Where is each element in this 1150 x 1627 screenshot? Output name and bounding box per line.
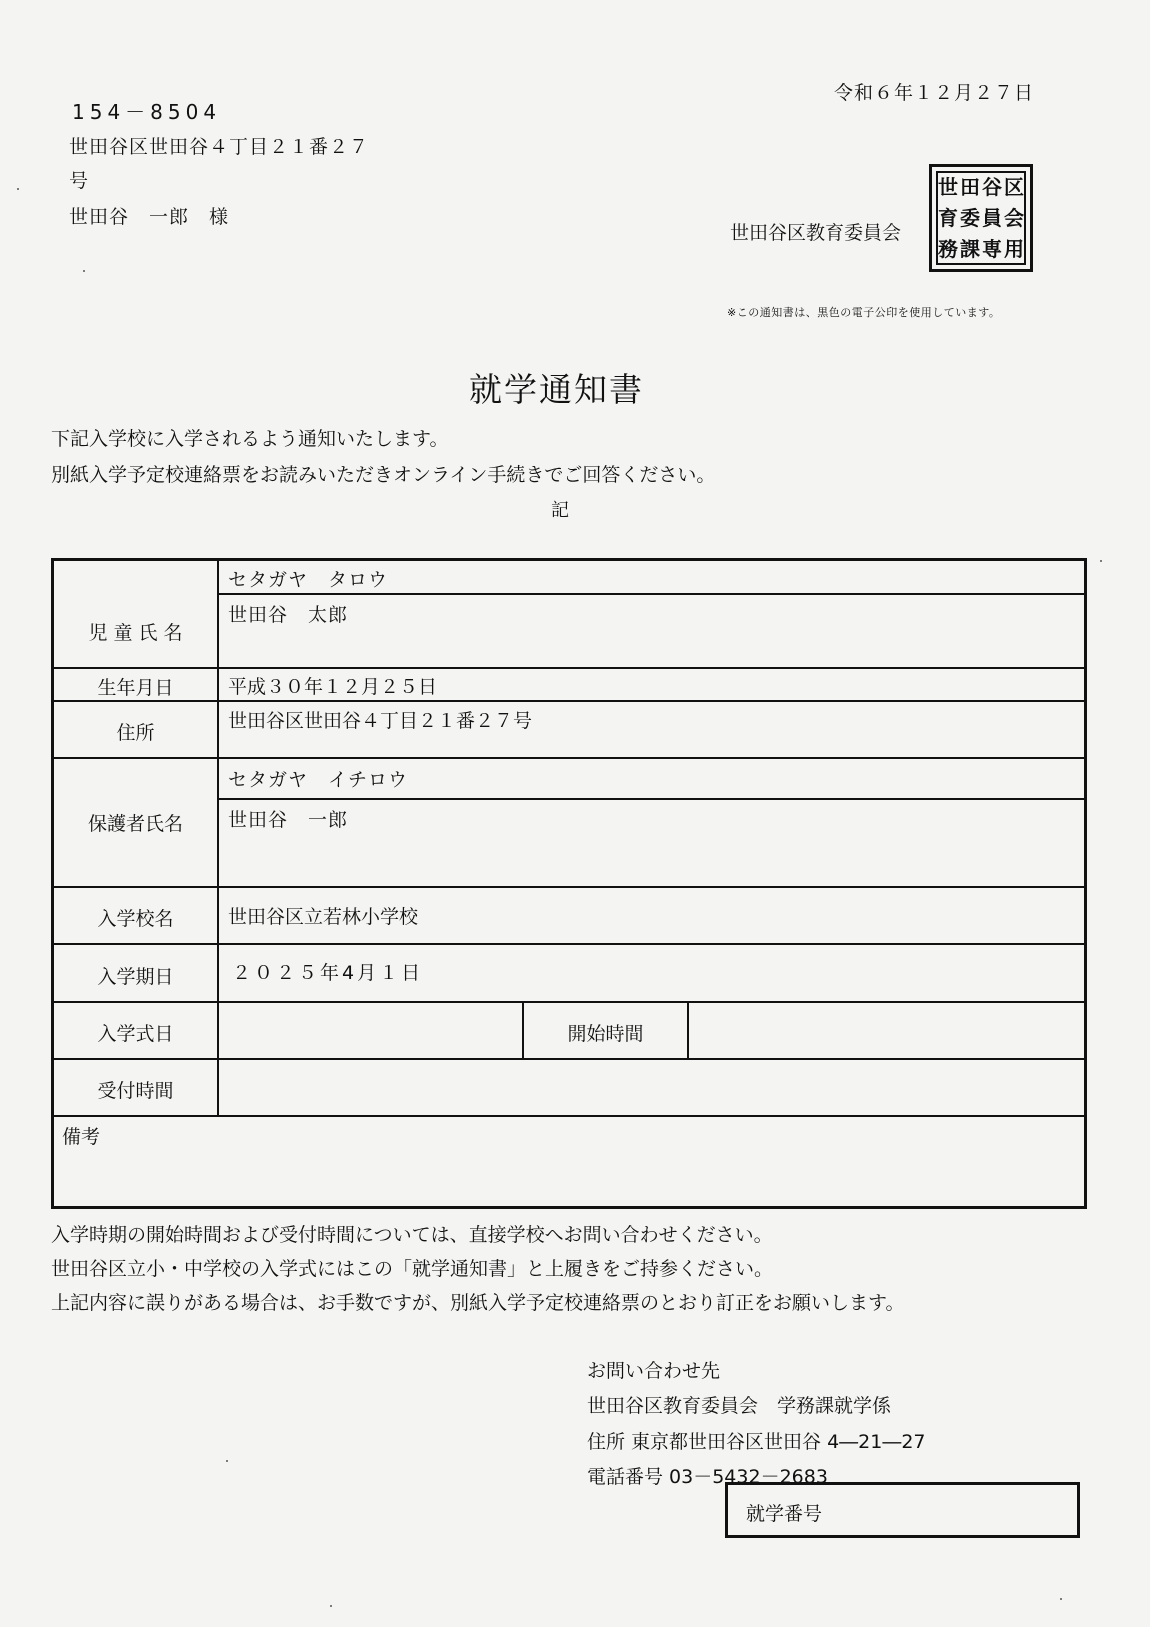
scan-speck	[330, 1605, 332, 1607]
recipient-name: 世田谷 一郎 様	[69, 206, 230, 228]
contact-department: 世田谷区教育委員会 学務課就学係	[587, 1395, 892, 1417]
note-line-2: 世田谷区立小・中学校の入学式にはこの「就学通知書」と上履きをご持参ください。	[51, 1258, 774, 1280]
official-seal: 区 会 用 谷 員 専 田 委 課 世 育 務	[929, 164, 1033, 272]
intro-line-2: 別紙入学予定校連絡票をお読みいただきオンライン手続きでご回答ください。	[51, 464, 716, 486]
contact-heading: お問い合わせ先	[587, 1360, 721, 1382]
scan-speck	[83, 270, 85, 272]
postal-code: 154－8504	[72, 100, 222, 124]
issue-date: 令和６年１２月２７日	[834, 82, 1035, 104]
guardian-name: 世田谷 一郎	[228, 809, 349, 831]
label-address: 住所	[116, 722, 155, 744]
label-guardian-name: 保護者氏名	[87, 813, 183, 835]
label-start-time: 開始時間	[567, 1023, 644, 1045]
scan-speck	[17, 188, 19, 190]
entry-date-value: ２０２５年4月１日	[232, 962, 424, 984]
enrollment-form-table	[51, 558, 1087, 1209]
label-reception-time: 受付時間	[97, 1080, 174, 1102]
birthdate-value: 平成３０年１２月２５日	[228, 676, 438, 698]
recipient-address-line2: 号	[69, 170, 89, 192]
label-remarks: 備考	[62, 1126, 101, 1148]
scan-speck	[1100, 560, 1102, 562]
scan-speck	[226, 1460, 228, 1462]
contact-phone: 電話番号 03－5432－2683	[587, 1466, 828, 1488]
note-line-3: 上記内容に誤りがある場合は、お手数ですが、別紙入学予定校連絡票のとおり訂正をお願いします。	[51, 1292, 905, 1314]
recipient-address-line1: 世田谷区世田谷４丁目２１番２７	[69, 136, 370, 158]
address-value: 世田谷区世田谷４丁目２１番２７号	[228, 710, 533, 732]
ki-marker: 記	[551, 500, 569, 521]
label-child-name: 児 童 氏 名	[88, 622, 183, 644]
intro-line-1: 下記入学校に入学されるよう通知いたします。	[51, 428, 449, 450]
child-name: 世田谷 太郎	[228, 604, 349, 626]
label-birthdate: 生年月日	[97, 677, 174, 699]
label-entry-date: 入学期日	[97, 966, 174, 988]
note-line-1: 入学時期の開始時間および受付時間については、直接学校へお問い合わせください。	[51, 1224, 773, 1246]
label-ceremony-date: 入学式日	[97, 1023, 174, 1045]
guardian-name-kana: セタガヤ イチロウ	[228, 769, 409, 791]
enrollment-number-box	[725, 1482, 1080, 1538]
label-school-name: 入学校名	[97, 908, 174, 930]
seal-note: ※この通知書は、黒色の電子公印を使用しています。	[727, 306, 1001, 319]
school-name-value: 世田谷区立若林小学校	[228, 906, 419, 928]
child-name-kana: セタガヤ タロウ	[228, 569, 389, 591]
issuer-name: 世田谷区教育委員会	[730, 222, 902, 244]
scan-speck	[1060, 1598, 1062, 1600]
enrollment-number-label: 就学番号	[746, 1503, 823, 1525]
contact-address: 住所 東京都世田谷区世田谷 4―21―27	[587, 1431, 926, 1453]
document-title: 就学通知書	[469, 370, 644, 409]
